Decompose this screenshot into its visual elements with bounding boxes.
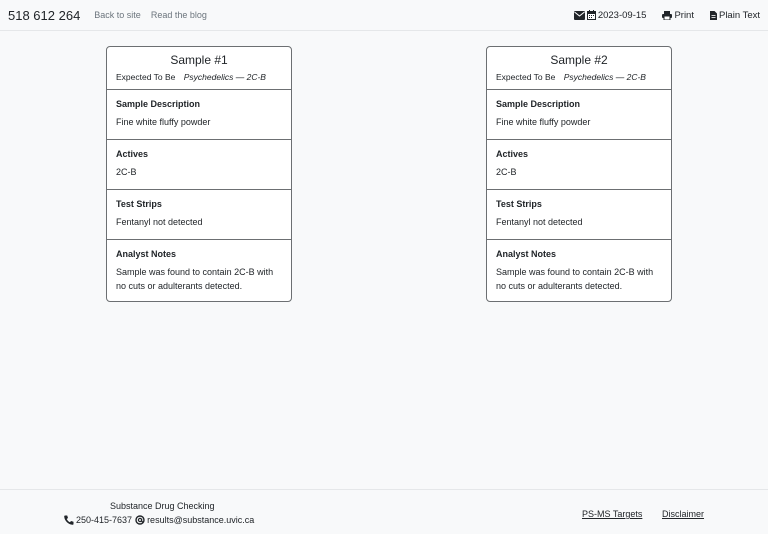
test-strips-section [487,190,671,240]
calendar-icon [587,10,596,20]
section-body: 2C-B [496,167,517,177]
section-body: Sample was found to contain 2C-B with no cuts or adulterants detected. [496,267,654,291]
printer-icon [662,11,672,20]
section-title: Analyst Notes [116,249,177,259]
sample-card-2 [486,46,672,302]
expected-label: Expected To Be [496,72,556,82]
disclaimer-link[interactable]: Disclaimer [662,509,705,519]
date-text: 2023-09-15 [597,9,647,21]
brand-sample-id[interactable]: 518 612 264 [8,7,81,23]
test-strips-section [107,190,291,240]
top-navbar [0,0,768,31]
phone-icon [64,515,74,525]
analyst-notes-section [107,240,291,302]
card-header [487,47,671,90]
section-body: 2C-B [116,167,137,177]
actives-section [107,140,291,190]
section-title: Sample Description [496,99,581,109]
print-button[interactable] [662,10,694,21]
at-icon [135,515,145,525]
org-name: Substance Drug Checking [110,501,215,511]
section-title: Actives [496,149,529,159]
section-body: Fine white fluffy powder [496,117,591,127]
expected-label: Expected To Be [116,72,176,82]
phone-number[interactable]: 250-415-7637 [76,515,133,525]
print-label: Print [674,9,694,21]
card-title: Sample #2 [550,53,608,67]
file-icon [710,11,717,20]
section-body: Sample was found to contain 2C-B with no cuts or adulterants detected. [116,267,274,291]
section-body: Fine white fluffy powder [116,117,211,127]
analyst-notes-section [487,240,671,302]
expected-to-be [496,72,662,82]
expected-value: Psychedelics — 2C-B [563,72,646,82]
card-title: Sample #1 [170,53,228,67]
section-body: Fentanyl not detected [496,217,583,227]
envelope-icon [574,11,585,20]
section-title: Test Strips [496,199,542,209]
section-title: Actives [116,149,149,159]
section-body: Fentanyl not detected [116,217,203,227]
expected-value: Psychedelics — 2C-B [183,72,266,82]
sample-description-section [487,90,671,140]
section-title: Test Strips [116,199,162,209]
contact-info [64,515,254,525]
date-display [574,10,647,21]
actives-section [487,140,671,190]
back-to-site-link[interactable]: Back to site [94,10,141,20]
card-header [107,47,291,90]
plain-text-button[interactable] [710,10,760,21]
email-address[interactable]: results@substance.uvic.ca [147,515,255,525]
header-actions [574,10,760,21]
expected-to-be [116,72,282,82]
plain-text-label: Plain Text [718,9,760,21]
sample-description-section [107,90,291,140]
section-title: Sample Description [116,99,201,109]
ps-ms-targets-link[interactable]: PS-MS Targets [582,509,643,519]
sample-card-1 [106,46,292,302]
section-title: Analyst Notes [496,249,557,259]
page-footer [0,489,768,534]
read-the-blog-link[interactable]: Read the blog [150,10,207,20]
